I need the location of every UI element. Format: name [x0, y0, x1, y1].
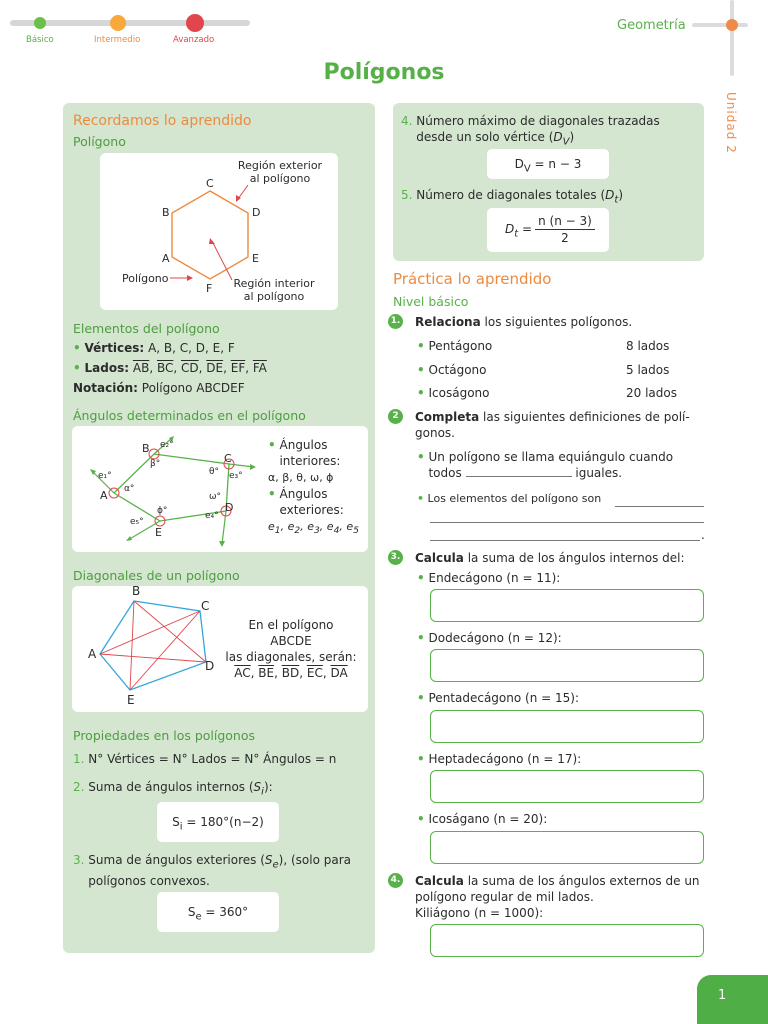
ang-label-omega: ω° [209, 492, 222, 502]
q2-b1-pre: todos [428, 466, 462, 480]
vertex-a: A [162, 252, 170, 265]
f-dv-sub: V [523, 163, 531, 175]
f-si-s: S [172, 815, 180, 829]
q1-row-1 [417, 338, 687, 354]
q3-answer-2[interactable] [430, 649, 704, 682]
prop-3-pre: Suma de ángulos exteriores ( [88, 853, 265, 867]
ang-label-a: A [100, 489, 108, 502]
question-2-text [415, 409, 690, 441]
prop-3-post: ), (solo para [278, 853, 351, 867]
prop-4-sub: V [562, 136, 570, 148]
q3-answer-4[interactable] [430, 770, 704, 803]
level-label-avanzado: Avanzado [173, 35, 215, 45]
angulos-heading: Ángulos determinados en el polígono [73, 408, 306, 423]
propiedad-2 [73, 779, 273, 800]
recordamos-heading: Recordamos lo aprendido [73, 113, 252, 129]
ang-label-b: B [142, 442, 150, 455]
prop-4-sym: D [553, 130, 563, 144]
question-3-badge: 3. [388, 550, 403, 565]
pent-label-b: B [132, 584, 141, 598]
ext-e: , e [339, 520, 354, 533]
q1-right-3: 20 lados [626, 386, 677, 400]
q1-rest: los siguientes polígonos. [480, 315, 633, 329]
ang-label-c: C [224, 452, 232, 465]
vertices-line [73, 340, 235, 356]
region-interior-label [224, 277, 324, 303]
angulos-interiores-l2: interiores: [279, 454, 341, 468]
q3-answer-1[interactable] [430, 589, 704, 622]
propiedades-heading: Propiedades en los polígonos [73, 728, 256, 743]
q3-rest: la suma de los ángulos internos del: [463, 551, 685, 565]
q3-item-1 [417, 570, 560, 586]
bullet: • [417, 450, 425, 464]
f-se-rhs: = 360° [201, 905, 249, 919]
diag-ac: $\overline{AC}$ [234, 666, 251, 680]
prop-2-sym: S [253, 780, 262, 794]
ext-sub: 1 [274, 525, 281, 537]
prop-3-line2: polígonos convexos. [88, 874, 210, 889]
f-dt-sub: t [514, 228, 519, 240]
propiedad-3 [73, 852, 369, 889]
region-interior-line2: al polígono [243, 290, 305, 303]
diagonales-heading: Diagonales de un polígono [73, 568, 240, 583]
ext-e: , e [300, 520, 314, 533]
prop-num: 2. [73, 780, 85, 794]
angulos-exteriores-l2: exteriores: [279, 503, 344, 517]
vertices-value: A, B, C, D, E, F [148, 341, 235, 355]
formula-si [157, 802, 279, 842]
vertex-e: E [252, 252, 259, 265]
diag-be: $\overline{BE}$ [258, 666, 275, 680]
q1-verb: Relaciona [415, 315, 481, 329]
q2-b1-line1: Un polígono se llama equiángulo cuando [428, 450, 674, 464]
propiedad-5 [401, 187, 623, 208]
bullet: • [268, 487, 276, 501]
q4-verb: Calcula [415, 874, 464, 888]
prop-num: 4. [401, 114, 413, 128]
f-dv-rhs: = n − 3 [530, 157, 582, 171]
prop-2-pre: Suma de ángulos internos ( [88, 780, 254, 794]
ext-e: , e [319, 520, 334, 533]
pent-label-c: C [201, 599, 210, 613]
bullet: • [417, 492, 425, 505]
bullet: • [73, 361, 81, 375]
prop-3-sym: S [264, 853, 273, 867]
q3-item-2 [417, 630, 562, 646]
f-dt-lhs [505, 222, 532, 239]
q3-item-4-label: Heptadecágono (n = 17): [428, 752, 582, 766]
q1-left-1: Pentágono [428, 339, 493, 353]
level-dot-basico [34, 17, 46, 29]
diag-ec: $\overline{EC}$ [306, 666, 323, 680]
f-se-sub: e [195, 911, 202, 923]
ang-label-theta: θ° [209, 467, 220, 477]
formula-dv [487, 149, 609, 179]
lado-ab: $\overline{AB}$ [132, 361, 150, 375]
q2-blank-3[interactable] [430, 522, 704, 523]
f-dt-den: 2 [561, 231, 569, 245]
diagonales-figure [72, 586, 368, 712]
unit-line-horizontal [692, 23, 748, 27]
vertices-label: Vértices: [84, 341, 145, 355]
poligono-heading: Polígono [73, 134, 126, 149]
prop-4-line1: Número máximo de diagonales trazadas [416, 114, 660, 128]
bullet: • [417, 752, 425, 766]
formula-dt [487, 208, 609, 252]
prop-1-text: N° Vértices = N° Lados = N° Ángulos = n [88, 752, 337, 766]
bullet: • [417, 812, 425, 826]
theory-panel [63, 103, 375, 953]
properties-continued-panel [393, 103, 704, 261]
ang-label-e: E [155, 526, 162, 539]
ang-label-d: D [225, 501, 234, 514]
q2-rest2: gonos. [415, 426, 455, 440]
f-dt-num: n (n − 3) [535, 213, 595, 230]
q4-rest: la suma de los ángulos externos de un [463, 874, 700, 888]
level-label-intermedio: Intermedio [94, 35, 141, 45]
question-4-badge: 4. [388, 873, 403, 888]
lado-ef: $\overline{EF}$ [230, 361, 246, 375]
level-label-basico: Básico [26, 35, 54, 45]
ext-e: , e [280, 520, 295, 533]
pent-label-e: E [127, 693, 135, 707]
propiedad-1 [73, 751, 336, 767]
q1-right-1: 8 lados [626, 339, 670, 353]
vertex-c: C [206, 177, 214, 190]
ext-sub: 5 [353, 525, 359, 537]
q3-item-5 [417, 811, 547, 827]
f-dv-d: D [514, 157, 524, 171]
q3-item-3-label: Pentadecágono (n = 15): [428, 691, 579, 705]
q2-bullet-1 [417, 449, 707, 481]
bullet: • [417, 386, 425, 400]
q3-item-3 [417, 690, 579, 706]
region-exterior-line1: Región exterior [237, 159, 323, 172]
question-4-text [415, 873, 707, 921]
lado-de: $\overline{DE}$ [206, 361, 224, 375]
ang-label-alpha: α° [124, 484, 135, 494]
q2-rest: las siguientes definiciones de polí- [479, 410, 690, 424]
diag-text-l1: En el polígono [248, 618, 334, 632]
ext-sub: 2 [294, 525, 301, 537]
page-number-tab [697, 975, 768, 1024]
q2-blank-2[interactable] [615, 506, 704, 507]
vertex-d: D [252, 206, 261, 219]
q2-b2: Los elementos del polígono son [427, 492, 602, 505]
q2-blank-4[interactable] [430, 540, 700, 541]
q1-row-3 [417, 385, 687, 401]
q3-answer-3[interactable] [430, 710, 704, 743]
f-se-s: S [187, 905, 196, 919]
bullet: • [417, 691, 425, 705]
q4-line2: polígono regular de mil lados. [415, 890, 594, 904]
level-dot-intermedio [110, 15, 126, 31]
level-dot-avanzado [186, 14, 204, 32]
notacion-value: Polígono ABCDEF [141, 381, 245, 395]
question-2-badge: 2 [388, 409, 403, 424]
lados-line: • Lados: $\overline{AB}$, $\overline{BC}$, $\overline{CD}$, $\overline{DE}$, $\overline{EF}$, $\overline{FA}$ [73, 361, 267, 375]
ang-label-phi: ϕ° [157, 506, 168, 516]
q1-left-2: Octágono [428, 363, 487, 377]
question-1-text [415, 314, 632, 330]
bullet: • [73, 341, 81, 355]
prop-2-post: ): [263, 780, 273, 794]
prop-5-post: ) [618, 188, 624, 202]
prop-2-sub: i [261, 786, 264, 798]
ang-label-e2: e₂° [160, 440, 174, 450]
question-1-badge: 1. [388, 314, 403, 329]
prop-5-sub: t [614, 194, 619, 206]
ang-label-e3: e₃° [229, 471, 243, 481]
lado-bc: $\overline{BC}$ [156, 361, 174, 375]
q1-right-2: 5 lados [626, 363, 670, 377]
f-dt-eq: = [522, 222, 533, 236]
diag-bd: $\overline{BD}$ [281, 666, 300, 680]
unit-label: Unidad 2 [724, 92, 738, 154]
q3-item-1-label: Endecágono (n = 11): [428, 571, 561, 585]
nivel-basico: Nivel básico [393, 294, 469, 309]
lado-fa: $\overline{FA}$ [252, 361, 267, 375]
q2-end-dot: . [701, 528, 705, 542]
unit-dot [726, 19, 738, 31]
hexagon-figure [100, 153, 338, 310]
angulos-exteriores-list [268, 520, 359, 537]
level-indicator [10, 14, 250, 50]
diag-text-l2: ABCDE [270, 634, 312, 648]
vertex-b: B [162, 206, 170, 219]
angulos-interiores-text [268, 437, 364, 539]
f-dt-fraction [535, 213, 595, 246]
lado-cd: $\overline{CD}$ [181, 361, 199, 375]
prop-5-pre: Número de diagonales totales ( [416, 188, 606, 202]
ext-sub: 3 [313, 525, 320, 537]
angulos-interiores-list: α, β, θ, ω, ϕ [268, 471, 334, 484]
angulos-figure [72, 426, 368, 552]
notacion-label: Notación: [73, 381, 138, 395]
diag-text-l3: las diagonales, serán: [225, 650, 357, 664]
question-3-text [415, 550, 685, 566]
region-exterior-line2: al polígono [249, 172, 311, 185]
angulos-exteriores-l1: Ángulos [279, 487, 328, 501]
q4-line3: Kiliágono (n = 1000): [415, 906, 544, 920]
level-track [10, 20, 250, 26]
region-interior-line1: Región interior [233, 277, 315, 290]
bullet: • [417, 339, 425, 353]
ang-label-e1: e₁° [98, 471, 112, 481]
region-exterior-label [230, 159, 330, 185]
prop-num: 3. [73, 853, 85, 867]
poligono-label: Polígono [122, 272, 169, 285]
propiedad-4 [401, 113, 697, 150]
q1-left-3: Icoságono [428, 386, 490, 400]
prop-num: 1. [73, 752, 85, 766]
notacion-line [73, 380, 245, 396]
q1-row-2 [417, 362, 687, 378]
q3-item-2-label: Dodecágono (n = 12): [428, 631, 562, 645]
ext-sub: 4 [333, 525, 340, 537]
diag-da: $\overline{DA}$ [330, 666, 348, 680]
ang-label-e4: e₄° [205, 511, 219, 521]
ext-e: e [268, 520, 275, 533]
subject-label: Geometría [617, 18, 686, 33]
bullet: • [417, 363, 425, 377]
ang-label-beta: β° [150, 459, 161, 469]
page-number: 1 [718, 988, 727, 1003]
q2-b1-post: iguales. [575, 466, 623, 480]
formula-se [157, 892, 279, 932]
angulos-interiores-l1: Ángulos [279, 438, 328, 452]
bullet: • [417, 631, 425, 645]
prop-4-post: ) [569, 130, 575, 144]
prop-num: 5. [401, 188, 413, 202]
f-dt-d: D [505, 222, 515, 236]
pent-label-a: A [88, 647, 97, 661]
q2-bullet-2 [417, 491, 601, 506]
ang-label-e5: e₅° [130, 517, 144, 527]
prop-5-sym: D [605, 188, 615, 202]
vertex-f: F [206, 282, 213, 295]
q3-item-4 [417, 751, 581, 767]
q3-verb: Calcula [415, 551, 464, 565]
f-si-rhs: = 180°(n−2) [182, 815, 264, 829]
practica-heading: Práctica lo aprendido [393, 270, 552, 288]
prop-4-line2: desde un solo vértice ( [416, 130, 554, 144]
diagonales-text: En el polígono ABCDE las diagonales, serán: $\overline{AC}$, $\overline{BE}$, $\overline{BD}$, $\overline{EC}$, $\overline{DA}$ [225, 618, 357, 680]
page-title: Polígonos [323, 60, 445, 85]
f-si-sub: i [179, 821, 183, 833]
elementos-heading: Elementos del polígono [73, 321, 220, 336]
q4-answer[interactable] [430, 924, 704, 957]
prop-3-sub: e [272, 859, 279, 871]
pent-label-d: D [205, 659, 215, 673]
bullet: • [417, 571, 425, 585]
lados-label: Lados: [84, 361, 130, 375]
q2-verb: Completa [415, 410, 480, 424]
q3-answer-5[interactable] [430, 831, 704, 864]
bullet: • [268, 438, 276, 452]
q2-blank-1[interactable] [466, 465, 572, 477]
q3-item-5-label: Icoságano (n = 20): [428, 812, 548, 826]
